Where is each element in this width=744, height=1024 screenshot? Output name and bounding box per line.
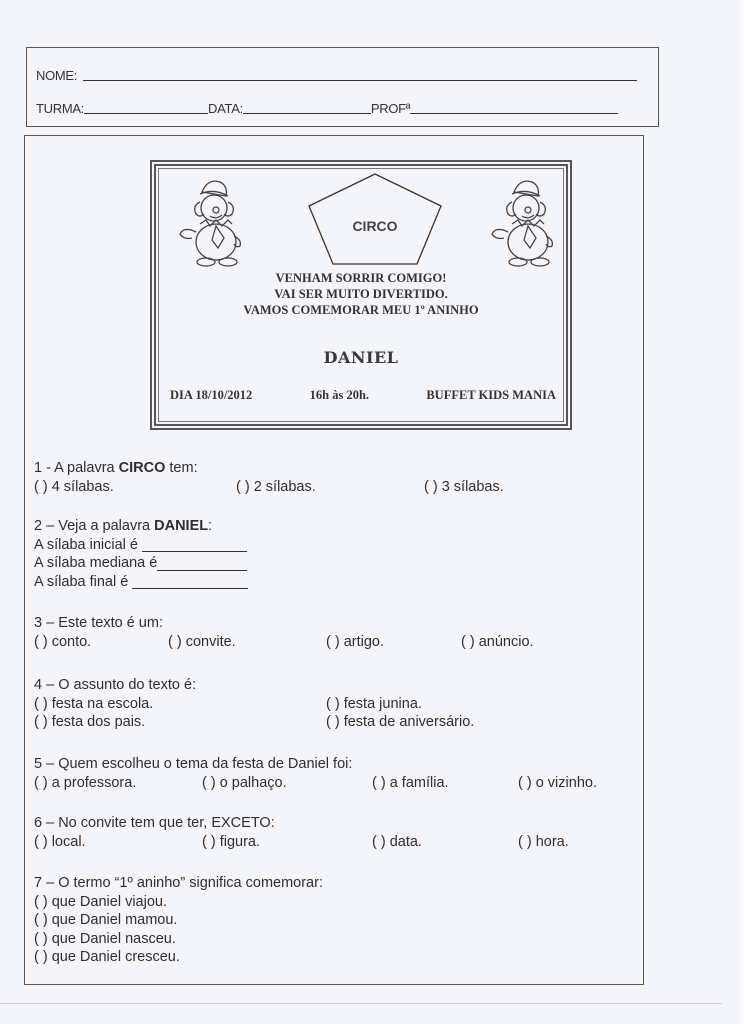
nome-label: NOME: bbox=[36, 68, 78, 83]
theme-label: CIRCO bbox=[352, 218, 398, 234]
option[interactable]: ( ) conto. bbox=[34, 633, 92, 650]
option[interactable]: ( ) o palhaço. bbox=[202, 774, 287, 791]
fill-line-initial: A sílaba inicial é bbox=[34, 536, 614, 555]
option[interactable]: ( ) convite. bbox=[168, 633, 236, 650]
option[interactable]: ( ) a professora. bbox=[34, 774, 137, 791]
option[interactable]: ( ) que Daniel mamou. bbox=[34, 912, 178, 928]
question-1 bbox=[34, 459, 614, 496]
question-title: 1 - A palavra CIRCO tem: bbox=[34, 460, 198, 476]
data-label: DATA: bbox=[208, 101, 243, 116]
answer-blank[interactable] bbox=[142, 537, 247, 552]
option[interactable]: ( ) festa na escola. bbox=[34, 695, 154, 712]
option[interactable]: ( ) que Daniel viajou. bbox=[34, 893, 167, 910]
question-4 bbox=[34, 676, 614, 732]
option[interactable]: ( ) 2 sílabas. bbox=[236, 478, 316, 495]
scan-edge bbox=[738, 0, 744, 1024]
option[interactable]: ( ) que Daniel cresceu. bbox=[34, 949, 180, 965]
option[interactable]: ( ) a família. bbox=[372, 774, 449, 791]
question-title: 7 – O termo “1º aninho” significa comemorar: bbox=[34, 875, 323, 891]
birthday-name: DANIEL bbox=[323, 348, 399, 367]
option[interactable]: ( ) que Daniel nasceu. bbox=[34, 930, 176, 947]
option[interactable]: ( ) local. bbox=[34, 833, 86, 850]
turma-label: TURMA: bbox=[36, 101, 85, 116]
event-place: BUFFET KIDS MANIA bbox=[426, 388, 556, 402]
option[interactable]: ( ) festa de aniversário. bbox=[326, 714, 475, 730]
question-title: 3 – Este texto é um: bbox=[34, 615, 163, 631]
invitation-line: VENHAM SORRIR COMIGO! bbox=[275, 271, 447, 285]
question-3 bbox=[34, 614, 614, 651]
option[interactable]: ( ) hora. bbox=[518, 833, 569, 850]
clown-icon bbox=[484, 174, 564, 274]
event-time: 16h às 20h. bbox=[309, 388, 370, 402]
fill-line-medial: A sílaba mediana é bbox=[34, 554, 614, 573]
option[interactable]: ( ) 3 sílabas. bbox=[424, 478, 504, 495]
invitation-card bbox=[150, 160, 572, 430]
page-bottom-line bbox=[0, 1003, 722, 1004]
name-row bbox=[36, 68, 637, 83]
question-2 bbox=[34, 517, 614, 591]
option[interactable]: ( ) 4 sílabas. bbox=[34, 478, 114, 495]
option[interactable]: ( ) figura. bbox=[202, 833, 261, 850]
data-field[interactable] bbox=[243, 101, 371, 114]
answer-blank[interactable] bbox=[132, 574, 248, 589]
option[interactable]: ( ) festa dos pais. bbox=[34, 714, 146, 730]
turma-field[interactable] bbox=[84, 101, 208, 114]
invitation-message bbox=[152, 270, 570, 318]
option[interactable]: ( ) festa junina. bbox=[326, 695, 422, 712]
event-date: DIA 18/10/2012 bbox=[170, 388, 253, 402]
fill-line-final: A sílaba final é bbox=[34, 573, 614, 592]
answer-blank[interactable] bbox=[157, 556, 247, 571]
question-7 bbox=[34, 874, 614, 967]
prof-label: PROFª bbox=[370, 101, 411, 116]
prof-field[interactable] bbox=[410, 101, 618, 114]
option[interactable]: ( ) o vizinho. bbox=[518, 774, 597, 791]
nome-field[interactable] bbox=[83, 68, 637, 81]
question-title: 6 – No convite tem que ter, EXCETO: bbox=[34, 815, 275, 831]
class-row bbox=[36, 101, 618, 116]
option[interactable]: ( ) data. bbox=[372, 833, 422, 850]
clown-icon bbox=[172, 174, 252, 274]
option[interactable]: ( ) artigo. bbox=[326, 633, 385, 650]
invitation-line: VAMOS COMEMORAR MEU 1º ANINHO bbox=[243, 303, 479, 317]
question-title: 5 – Quem escolheu o tema da festa de Daniel foi: bbox=[34, 756, 353, 772]
invitation-line: VAI SER MUITO DIVERTIDO. bbox=[274, 287, 448, 301]
option[interactable]: ( ) anúncio. bbox=[461, 633, 534, 650]
question-title: 2 – Veja a palavra DANIEL: bbox=[34, 518, 213, 534]
question-title: 4 – O assunto do texto é: bbox=[34, 677, 197, 693]
question-5 bbox=[34, 755, 634, 792]
invitation-details bbox=[170, 388, 556, 403]
student-info-box bbox=[26, 47, 659, 127]
question-6 bbox=[34, 814, 634, 851]
